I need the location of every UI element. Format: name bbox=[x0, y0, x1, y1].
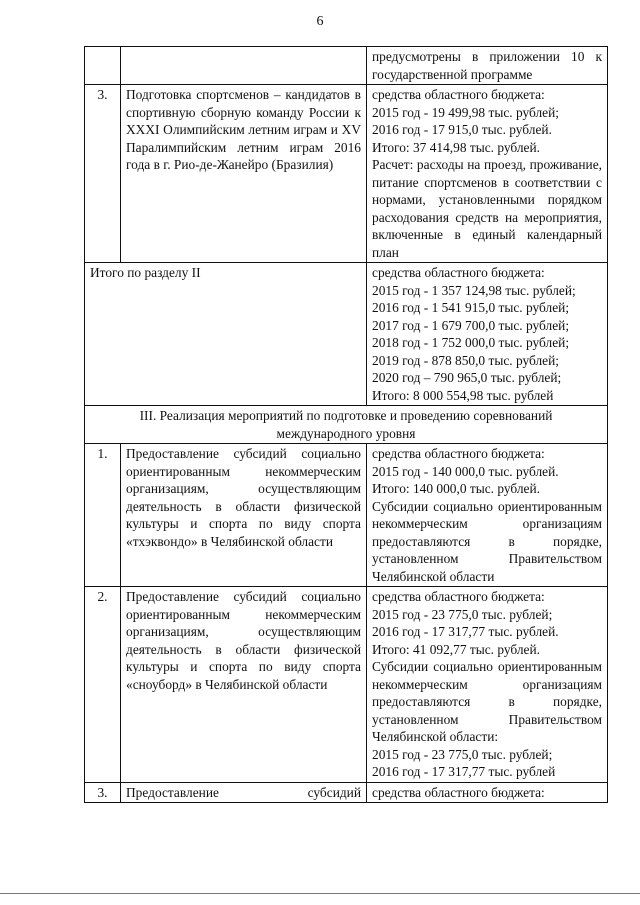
funding-line: 2016 год - 17 317,77 тыс. рублей bbox=[372, 764, 556, 779]
table-row bbox=[85, 47, 608, 85]
funding-line: Итого: 140 000,0 тыс. рублей. bbox=[372, 481, 541, 496]
activity-name: Предоставление субсидий социально ориентированным некоммерческим организациям, осуществляющим деятельность в области физической культуры и спорта по виду спорта «тхэквондо» в Челябинской области bbox=[121, 444, 367, 587]
funding-line: 2019 год - 878 850,0 тыс. рублей; bbox=[372, 352, 559, 368]
funding-line: 2015 год - 1 357 124,98 тыс. рублей; bbox=[372, 282, 576, 298]
row-number: 1. bbox=[85, 444, 121, 587]
section-heading-row bbox=[85, 406, 608, 444]
section-total-label: Итого по разделу II bbox=[85, 263, 367, 406]
funding-line: 2016 год - 17 317,77 тыс. рублей. bbox=[372, 624, 559, 639]
funding-line: Итого: 8 000 554,98 тыс. рублей bbox=[372, 387, 554, 403]
funding-line: 2016 год - 17 915,0 тыс. рублей. bbox=[372, 122, 552, 137]
funding-line: Субсидии социально ориентированным некоммерческим организациям предоставляются в порядке, установленном Правительством Челябинской области: bbox=[372, 659, 602, 744]
table-row bbox=[85, 587, 608, 783]
funding-cell bbox=[367, 47, 608, 85]
section-total-row bbox=[85, 263, 608, 406]
activity-name: Предоставление субсидий bbox=[121, 782, 367, 803]
funding-line: средства областного бюджета: bbox=[372, 589, 545, 604]
funding-line: 2020 год – 790 965,0 тыс. рублей; bbox=[372, 370, 562, 385]
funding-line: 2015 год - 23 775,0 тыс. рублей; bbox=[372, 746, 553, 762]
funding-line: средства областного бюджета: bbox=[372, 265, 545, 280]
funding-line: средства областного бюджета: bbox=[372, 446, 545, 461]
funding-line: Итого: 41 092,77 тыс. рублей. bbox=[372, 641, 541, 657]
page-number: 6 bbox=[316, 14, 324, 29]
funding-line: предусмотрены в приложении 10 к государственной программе bbox=[372, 49, 602, 82]
program-activities-table bbox=[84, 46, 608, 803]
page-bottom-rule bbox=[0, 893, 640, 894]
funding-line: Субсидии социально ориентированным некоммерческим организациям предоставляются в порядке, установленном Правительством Челябинской области bbox=[372, 498, 602, 584]
funding-line: 2017 год - 1 679 700,0 тыс. рублей; bbox=[372, 317, 570, 333]
funding-line: 2018 год - 1 752 000,0 тыс. рублей; bbox=[372, 335, 570, 350]
section-heading: III. Реализация мероприятий по подготовке и проведению соревнований международного уровня bbox=[85, 406, 608, 444]
funding-cell bbox=[367, 782, 608, 803]
funding-line: 2016 год - 1 541 915,0 тыс. рублей; bbox=[372, 300, 570, 315]
row-number: 2. bbox=[85, 587, 121, 783]
funding-line: средства областного бюджета: bbox=[372, 87, 545, 102]
funding-line: 2015 год - 19 499,98 тыс. рублей; bbox=[372, 104, 559, 120]
activity-name: Подготовка спортсменов – кандидатов в спортивную сборную команду России к XXXI Олимпийским летним играм и XV Паралимпийским летним играм 2016 года в г. Рио-де-Жанейро (Бразилия) bbox=[121, 85, 367, 263]
funding-line: Расчет: расходы на проезд, проживание, питание спортсменов в соответствии с нормами, установленными порядком расходования средств на мероприятия, включенные в единый календарный план bbox=[372, 157, 602, 260]
table-row bbox=[85, 444, 608, 587]
funding-line: Итого: 37 414,98 тыс. рублей. bbox=[372, 139, 541, 155]
table-row bbox=[85, 782, 608, 803]
activity-name: Предоставление субсидий социально ориентированным некоммерческим организациям, осуществляющим деятельность в области физической культуры и спорта по виду спорта «сноуборд» в Челябинской области bbox=[121, 587, 367, 783]
funding-line: 2015 год - 140 000,0 тыс. рублей. bbox=[372, 463, 559, 479]
row-number bbox=[85, 47, 121, 85]
funding-cell bbox=[367, 444, 608, 587]
funding-cell bbox=[367, 587, 608, 783]
table-row bbox=[85, 85, 608, 263]
activity-name bbox=[121, 47, 367, 85]
row-number: 3. bbox=[85, 85, 121, 263]
funding-cell bbox=[367, 263, 608, 406]
row-number: 3. bbox=[85, 782, 121, 803]
funding-line: средства областного бюджета: bbox=[372, 784, 545, 800]
funding-line: 2015 год - 23 775,0 тыс. рублей; bbox=[372, 606, 553, 622]
funding-cell bbox=[367, 85, 608, 263]
